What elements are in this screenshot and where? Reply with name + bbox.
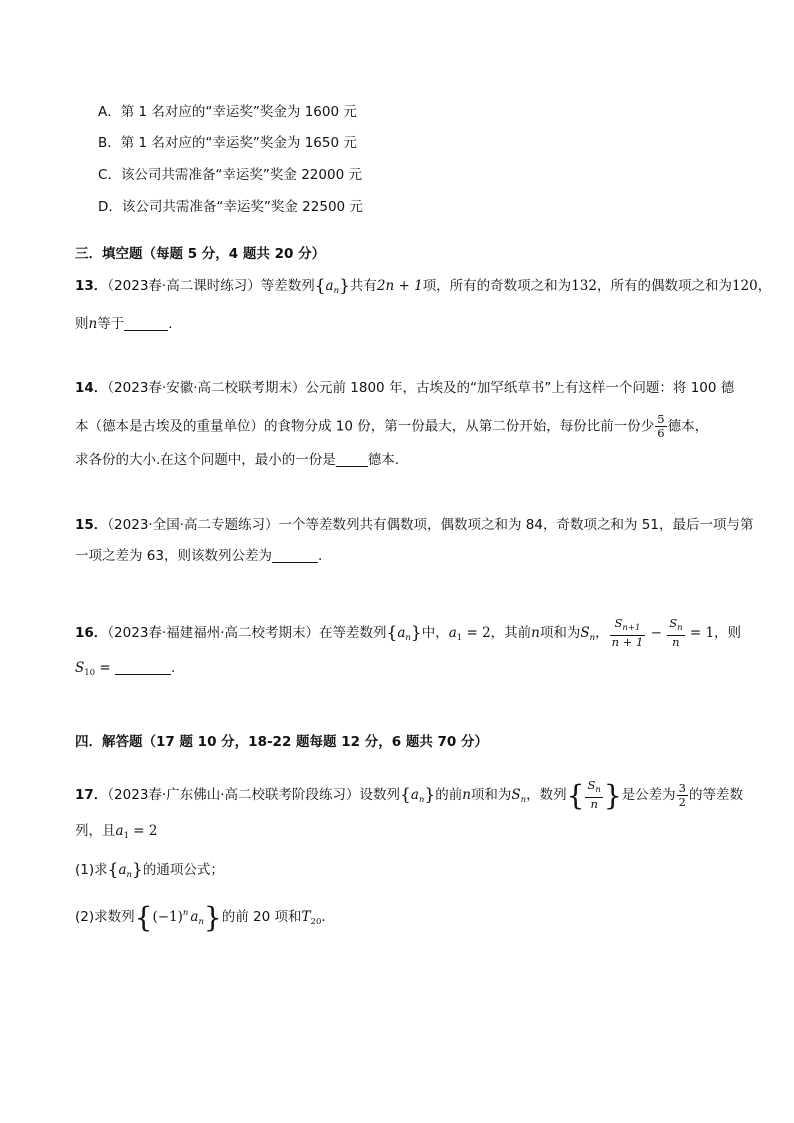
question-source: （2023春·福建福州·高二校考期末） — [107, 625, 319, 641]
question-17-part-2: (2)求数列{$(-1)^n$ $a_n$}的前 20 项和$T_{20}$． — [75, 901, 335, 934]
question-source: （2023春·安徽·高二校联考期末） — [107, 380, 306, 396]
fraction-s-n-plus-1: $\frac{S_{n+1}}{n + 1}$ — [611, 616, 644, 649]
question-14-line-3: 求各份的大小.在这个问题中，最小的一份是 德本. — [75, 452, 400, 468]
question-13-line-2: 则n等于 ． — [75, 316, 182, 332]
question-16-line-2: $S_{10}$ = . — [75, 660, 176, 678]
answer-blank[interactable] — [124, 317, 168, 331]
option-b: B．第 1 名对应的“幸运奖”奖金为 1650 元 — [98, 135, 357, 151]
question-16-line-1: 16．（2023春·福建福州·高二校考期末）在等差数列$\{a_n\}$中，$a_1 = 2$，其前n项和为$S_n$， $\frac{S_{n+1}}{n + 1}$ − $\frac{S_n}{n}$ = 1，则 — [75, 616, 742, 649]
section-4-heading: 四．解答题（17 题 10 分，18-22 题每题 12 分，6 题共 70 分） — [75, 734, 489, 750]
option-a: A．第 1 名对应的“幸运奖”奖金为 1600 元 — [98, 104, 357, 120]
question-17-line-2: 列，且$a_1 = 2$ — [75, 823, 158, 841]
question-number: 14． — [75, 380, 108, 396]
question-15-line-2: 一项之差为 63，则该数列公差为 . — [75, 548, 323, 564]
answer-blank[interactable] — [272, 549, 318, 563]
fraction-five-sixths: $\frac{5}{6}$ — [657, 412, 665, 440]
fraction-s-n-over-n: $\frac{S_n}{n}$ — [587, 778, 601, 811]
section-3-heading: 三．填空题（每题 5 分，4 题共 20 分） — [75, 246, 326, 262]
option-c: C．该公司共需准备“幸运奖”奖金 22000 元 — [98, 167, 362, 183]
question-number: 17． — [75, 787, 108, 803]
question-number: 15． — [75, 517, 108, 533]
question-number: 16． — [75, 625, 108, 641]
question-source: （2023春·高二课时练习） — [107, 278, 261, 294]
question-source: （2023·全国·高二专题练习） — [107, 517, 279, 533]
question-source: （2023春·广东佛山·高二校联考阶段练习） — [107, 787, 360, 803]
answer-blank[interactable] — [115, 661, 171, 675]
question-13-line-1: 13．（2023春·高二课时练习）等差数列$\{a_n\}$共有2n + 1项，所有的奇数项之和为132，所有的偶数项之和为120， — [75, 276, 772, 296]
answer-blank[interactable] — [336, 453, 368, 467]
question-14-line-1: 14．（2023春·安徽·高二校联考期末）公元前 1800 年，古埃及的“加罕纸草书”上有这样一个问题：将 100 德 — [75, 380, 735, 396]
question-17-part-1: (1)求$\{a_n\}$的通项公式； — [75, 860, 224, 880]
question-number: 13． — [75, 278, 108, 294]
option-d: D．该公司共需准备“幸运奖”奖金 22500 元 — [98, 199, 363, 215]
fraction-s-n: $\frac{S_n}{n}$ — [669, 616, 683, 649]
question-15-line-1: 15．（2023·全国·高二专题练习）一个等差数列共有偶数项，偶数项之和为 84，奇数项之和为 51，最后一项与第 — [75, 517, 754, 533]
question-17-line-1: 17．（2023春·广东佛山·高二校联考阶段练习）设数列$\{a_n\}$的前n项和为$S_n$，数列{ $\frac{S_n}{n}$ }是公差为 $\frac{3}{2}$ 的等差数 — [75, 778, 743, 812]
fraction-three-halves: $\frac{3}{2}$ — [678, 780, 686, 809]
question-14-line-2: 本（德本是古埃及的重量单位）的食物分成 10 份，第一份最大，从第二份开始，每份比前一份少 $\frac{5}{6}$ 德本， — [75, 412, 709, 440]
